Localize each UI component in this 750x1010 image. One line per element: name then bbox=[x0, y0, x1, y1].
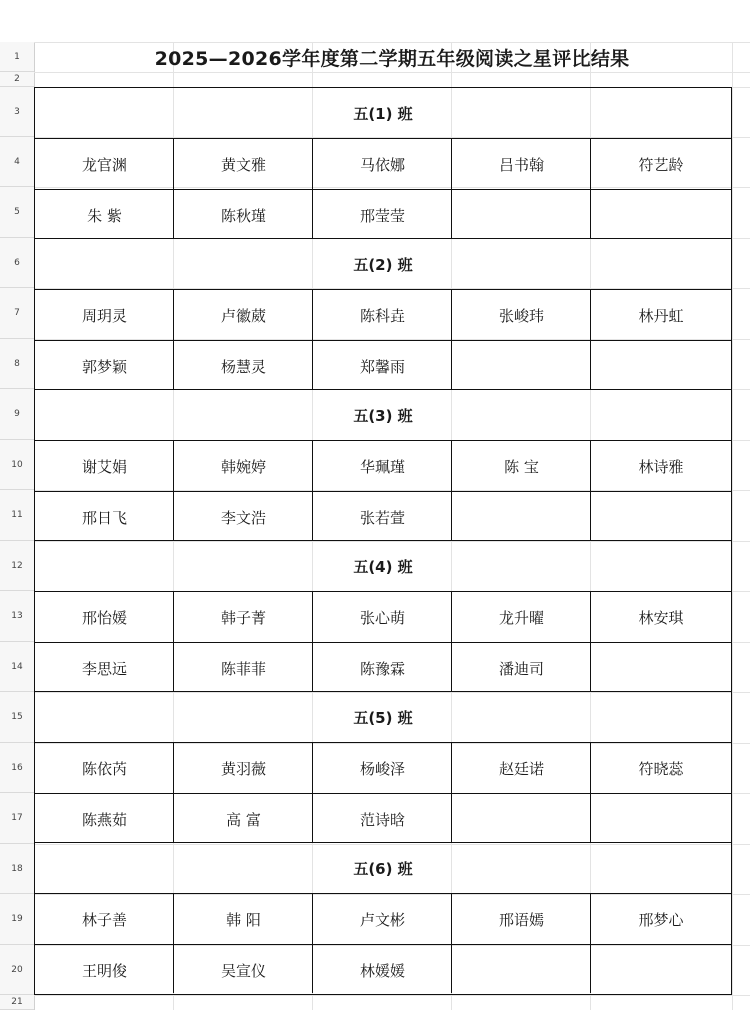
results-table bbox=[34, 87, 732, 995]
student-name-cell[interactable]: 杨峻泽 bbox=[359, 759, 405, 778]
row-number[interactable]: 9 bbox=[0, 389, 34, 440]
row-number[interactable]: 5 bbox=[0, 187, 34, 238]
table-border bbox=[590, 289, 591, 389]
table-border bbox=[312, 742, 313, 842]
class-header[interactable]: 五(1) 班 bbox=[353, 104, 413, 123]
row-number-gutter bbox=[0, 42, 35, 1010]
table-row bbox=[35, 190, 731, 240]
table-border bbox=[173, 742, 174, 842]
table-border bbox=[451, 138, 452, 238]
student-name-cell[interactable]: 韩 阳 bbox=[226, 910, 261, 929]
student-name-cell[interactable] bbox=[591, 190, 731, 240]
student-name-cell[interactable]: 卢徽葳 bbox=[220, 306, 266, 325]
table-border bbox=[451, 440, 452, 540]
student-name-cell[interactable]: 谢艾娟 bbox=[81, 457, 127, 476]
class-header[interactable]: 五(3) 班 bbox=[353, 406, 413, 425]
row-number[interactable]: 12 bbox=[0, 541, 34, 591]
student-name-cell[interactable]: 邢日飞 bbox=[81, 508, 127, 527]
table-row bbox=[35, 743, 731, 793]
table-border bbox=[35, 389, 731, 390]
class-header[interactable]: 五(4) 班 bbox=[353, 557, 413, 576]
table-border bbox=[35, 238, 731, 239]
student-name-cell[interactable]: 邢怡媛 bbox=[81, 608, 127, 627]
table-border bbox=[590, 138, 591, 238]
table-border bbox=[312, 289, 313, 389]
student-name-cell[interactable] bbox=[452, 341, 591, 391]
table-border bbox=[173, 440, 174, 540]
student-name-cell[interactable]: 华珮瑾 bbox=[359, 457, 405, 476]
student-name-cell[interactable] bbox=[452, 190, 591, 240]
student-name-cell[interactable]: 潘迪司 bbox=[498, 659, 544, 678]
student-name-cell[interactable]: 李思远 bbox=[81, 659, 127, 678]
row-number[interactable]: 6 bbox=[0, 238, 34, 288]
row-number[interactable]: 2 bbox=[0, 72, 34, 87]
row-number[interactable]: 4 bbox=[0, 137, 34, 187]
student-name-cell[interactable] bbox=[591, 492, 731, 542]
student-name-cell[interactable]: 张心萌 bbox=[359, 608, 405, 627]
student-name-cell[interactable]: 邢莹莹 bbox=[359, 206, 405, 225]
row-number[interactable]: 13 bbox=[0, 591, 34, 642]
row-number[interactable]: 8 bbox=[0, 339, 34, 389]
table-row bbox=[35, 290, 731, 340]
table-border bbox=[590, 440, 591, 540]
row-number[interactable]: 15 bbox=[0, 692, 34, 743]
table-border bbox=[590, 893, 591, 993]
table-row bbox=[35, 492, 731, 542]
grid-row-line bbox=[34, 72, 750, 73]
table-border bbox=[173, 138, 174, 238]
row-number[interactable]: 17 bbox=[0, 793, 34, 844]
student-name-cell[interactable]: 王明俊 bbox=[81, 961, 127, 980]
table-border bbox=[312, 893, 313, 993]
student-name-cell[interactable]: 陈菲菲 bbox=[220, 659, 266, 678]
row-number[interactable]: 7 bbox=[0, 288, 34, 339]
student-name-cell[interactable]: 邢梦心 bbox=[638, 910, 684, 929]
row-number[interactable]: 10 bbox=[0, 440, 34, 490]
table-border bbox=[35, 540, 731, 541]
student-name-cell[interactable]: 林诗雅 bbox=[638, 457, 684, 476]
table-row bbox=[35, 139, 731, 189]
table-row bbox=[35, 794, 731, 844]
student-name-cell[interactable]: 卢文彬 bbox=[359, 910, 405, 929]
student-name-cell[interactable] bbox=[452, 794, 591, 844]
table-border bbox=[173, 591, 174, 691]
row-number[interactable]: 16 bbox=[0, 743, 34, 793]
table-row bbox=[35, 441, 731, 491]
table-row bbox=[35, 592, 731, 642]
student-name-cell[interactable]: 张若萱 bbox=[359, 508, 405, 527]
student-name-cell[interactable]: 黄羽薇 bbox=[220, 759, 266, 778]
row-number[interactable]: 3 bbox=[0, 87, 34, 137]
student-name-cell[interactable]: 龙升曜 bbox=[498, 608, 544, 627]
student-name-cell[interactable]: 赵廷诺 bbox=[498, 759, 544, 778]
student-name-cell[interactable]: 林媛媛 bbox=[359, 961, 405, 980]
table-border bbox=[35, 691, 731, 692]
student-name-cell[interactable]: 陈豫霖 bbox=[359, 659, 405, 678]
student-name-cell[interactable] bbox=[591, 945, 731, 995]
student-name-cell[interactable]: 林子善 bbox=[81, 910, 127, 929]
row-number[interactable]: 18 bbox=[0, 844, 34, 894]
table-row bbox=[35, 341, 731, 391]
row-number[interactable]: 11 bbox=[0, 490, 34, 541]
sheet-title: 2025—2026学年度第二学期五年级阅读之星评比结果 bbox=[154, 47, 630, 70]
student-name-cell[interactable] bbox=[591, 341, 731, 391]
student-name-cell[interactable]: 张峻玮 bbox=[498, 306, 544, 325]
row-number[interactable]: 1 bbox=[0, 42, 34, 72]
student-name-cell[interactable]: 黄文雅 bbox=[220, 155, 266, 174]
student-name-cell[interactable]: 朱 紫 bbox=[87, 206, 122, 225]
table-row bbox=[35, 945, 731, 995]
student-name-cell[interactable]: 李文浩 bbox=[220, 508, 266, 527]
student-name-cell[interactable]: 邢语嫣 bbox=[498, 910, 544, 929]
table-border bbox=[312, 138, 313, 238]
table-border bbox=[451, 893, 452, 993]
student-name-cell[interactable]: 杨慧灵 bbox=[220, 357, 266, 376]
table-row bbox=[35, 643, 731, 693]
table-border bbox=[451, 289, 452, 389]
student-name-cell[interactable]: 陈科垚 bbox=[359, 306, 405, 325]
table-border bbox=[451, 591, 452, 691]
table-border bbox=[173, 893, 174, 993]
student-name-cell[interactable]: 马依娜 bbox=[359, 155, 405, 174]
table-border bbox=[312, 440, 313, 540]
student-name-cell[interactable]: 符晓蕊 bbox=[638, 759, 684, 778]
student-name-cell[interactable]: 韩子菁 bbox=[220, 608, 266, 627]
student-name-cell[interactable]: 郑馨雨 bbox=[359, 357, 405, 376]
class-header[interactable]: 五(2) 班 bbox=[353, 255, 413, 274]
student-name-cell[interactable]: 陈依芮 bbox=[81, 759, 127, 778]
student-name-cell[interactable]: 高 富 bbox=[226, 810, 261, 829]
row-number[interactable]: 19 bbox=[0, 894, 34, 945]
student-name-cell[interactable]: 韩婉婷 bbox=[220, 457, 266, 476]
student-name-cell[interactable]: 郭梦颖 bbox=[81, 357, 127, 376]
student-name-cell[interactable]: 林安琪 bbox=[638, 608, 684, 627]
student-name-cell[interactable]: 陈 宝 bbox=[504, 457, 539, 476]
row-number[interactable]: 14 bbox=[0, 642, 34, 692]
student-name-cell[interactable] bbox=[591, 794, 731, 844]
table-border bbox=[173, 289, 174, 389]
grid-row-line bbox=[34, 995, 750, 996]
student-name-cell[interactable]: 吴宣仪 bbox=[220, 961, 266, 980]
table-border bbox=[35, 842, 731, 843]
student-name-cell[interactable]: 陈秋瑾 bbox=[220, 206, 266, 225]
class-header[interactable]: 五(5) 班 bbox=[353, 708, 413, 727]
class-header[interactable]: 五(6) 班 bbox=[353, 859, 413, 878]
row-number[interactable]: 20 bbox=[0, 945, 34, 995]
student-name-cell[interactable]: 符艺龄 bbox=[638, 155, 684, 174]
student-name-cell[interactable]: 陈燕茹 bbox=[81, 810, 127, 829]
student-name-cell[interactable]: 范诗晗 bbox=[359, 810, 405, 829]
student-name-cell[interactable]: 林丹虹 bbox=[638, 306, 684, 325]
table-border bbox=[590, 591, 591, 691]
table-row bbox=[35, 894, 731, 944]
table-border bbox=[590, 742, 591, 842]
student-name-cell[interactable] bbox=[591, 643, 731, 693]
student-name-cell[interactable]: 龙官渊 bbox=[81, 155, 127, 174]
row-number[interactable]: 21 bbox=[0, 995, 34, 1010]
student-name-cell[interactable]: 周玥灵 bbox=[81, 306, 127, 325]
student-name-cell[interactable]: 吕书翰 bbox=[498, 155, 544, 174]
student-name-cell[interactable] bbox=[452, 492, 591, 542]
student-name-cell[interactable] bbox=[452, 945, 591, 995]
table-border bbox=[451, 742, 452, 842]
table-border bbox=[312, 591, 313, 691]
